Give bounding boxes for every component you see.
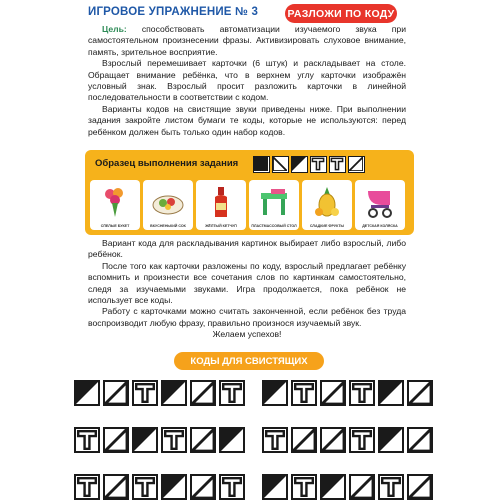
code-strip bbox=[262, 427, 433, 453]
code-cell-triangle-bl bbox=[272, 156, 289, 173]
intro-text bbox=[88, 24, 406, 138]
code-cell-t-shape bbox=[132, 474, 158, 500]
sample-card bbox=[90, 180, 140, 230]
pineapple-icon bbox=[310, 185, 344, 219]
code-cell-t-shape bbox=[329, 156, 346, 173]
goal-text: способствовать автоматизации изучаемого звука при самостоятельном произнесении фразы. Активизировать слуховое внимание, память, зрительное восприятие. bbox=[88, 24, 406, 57]
sample-panel bbox=[85, 150, 414, 235]
code-cell-triangle-br bbox=[407, 474, 433, 500]
sample-card bbox=[302, 180, 352, 230]
intro-paragraph-3: Варианты кодов на свистящие звуки приведены ниже. При выполнении задания закройте листом бумаги те коды, которые не используются: перед ребёнком должен быть только один набор кодов. bbox=[88, 103, 406, 137]
code-cell-triangle-tl bbox=[132, 427, 158, 453]
outro-paragraph-3: Работу с карточками можно считать законченной, если ребёнок без труда воспроизводит любую фразу, правильно произнося изучаемый звук. bbox=[88, 306, 406, 328]
code-cell-triangle-br bbox=[190, 427, 216, 453]
code-cell-triangle-tl bbox=[291, 156, 308, 173]
stroller-icon bbox=[363, 185, 397, 219]
intro-paragraph-2: Взрослый перемешивает карточки (6 штук) и раскладывает на столе. Обращает внимание ребёнка, что в верхнем углу карточки изображён условный знак. Взрослый просит разложить карточки в линейной последовательности в соответствии с кодом. bbox=[88, 58, 406, 103]
code-cell-triangle-tl bbox=[320, 474, 346, 500]
code-cell-triangle-br bbox=[349, 474, 375, 500]
goal-paragraph bbox=[88, 24, 406, 58]
code-cell-triangle-br bbox=[407, 427, 433, 453]
code-cell-triangle-br bbox=[190, 380, 216, 406]
bottle-icon bbox=[204, 185, 238, 219]
code-cell-triangle-tl bbox=[161, 380, 187, 406]
card-caption: ПЛАСТМАССОВЫЙ СТОЛ bbox=[251, 224, 297, 228]
code-strip bbox=[74, 380, 245, 406]
code-strip bbox=[262, 474, 433, 500]
code-cell-t-shape bbox=[349, 427, 375, 453]
code-cell-triangle-tl bbox=[262, 380, 288, 406]
code-cell-t-shape bbox=[161, 427, 187, 453]
outro-paragraph-2: После того как карточки разложены по коду, взрослый предлагает ребёнку вспомнить и произнести все сочетания слов по картинкам самостоятельно, следя за изучаемыми звуками. Игра продолжается, пока ребёнок не использует все коды. bbox=[88, 260, 406, 306]
code-cell-t-shape bbox=[291, 380, 317, 406]
code-cell-t-shape bbox=[74, 474, 100, 500]
code-cell-triangle-tl bbox=[161, 474, 187, 500]
sample-cards bbox=[90, 180, 405, 230]
code-cell-triangle-tl bbox=[219, 427, 245, 453]
card-caption: ДЕТСКАЯ КОЛЯСКА bbox=[362, 224, 398, 228]
code-cell-t-shape bbox=[132, 380, 158, 406]
code-cell-square-black bbox=[253, 156, 270, 173]
code-cell-triangle-br bbox=[103, 380, 129, 406]
code-strip bbox=[74, 474, 245, 500]
code-cell-t-shape bbox=[219, 474, 245, 500]
card-caption: ВКУСНЕНЬКИЙ СОК bbox=[150, 224, 186, 228]
code-cell-triangle-br bbox=[348, 156, 365, 173]
sample-card bbox=[196, 180, 246, 230]
code-cell-t-shape bbox=[310, 156, 327, 173]
sample-title: Образец выполнения задания bbox=[95, 158, 239, 169]
code-cell-t-shape bbox=[262, 427, 288, 453]
bouquet-icon bbox=[98, 185, 132, 219]
code-strip bbox=[262, 380, 433, 406]
code-cell-triangle-tl bbox=[74, 380, 100, 406]
table-icon bbox=[257, 185, 291, 219]
outro-text bbox=[88, 238, 406, 341]
code-cell-triangle-br bbox=[103, 427, 129, 453]
sample-card bbox=[143, 180, 193, 230]
code-cell-triangle-br bbox=[190, 474, 216, 500]
badge-decode: РАЗЛОЖИ ПО КОДУ bbox=[285, 4, 397, 23]
goal-label: Цель: bbox=[102, 24, 127, 34]
code-cell-t-shape bbox=[378, 474, 404, 500]
code-cell-t-shape bbox=[349, 380, 375, 406]
card-caption: ЖЁЛТЫЙ КЕТЧУП bbox=[205, 224, 237, 228]
code-cell-triangle-br bbox=[103, 474, 129, 500]
wish-text: Желаем успехов! bbox=[212, 329, 282, 340]
sample-card bbox=[249, 180, 299, 230]
code-cell-triangle-br bbox=[320, 427, 346, 453]
code-cell-t-shape bbox=[74, 427, 100, 453]
outro-paragraph-1: Вариант кода для раскладывания картинок выбирает либо взрослый, либо ребёнок. bbox=[88, 238, 406, 260]
code-cell-t-shape bbox=[219, 380, 245, 406]
code-cell-triangle-br bbox=[291, 427, 317, 453]
codes-title: КОДЫ ДЛЯ СВИСТЯЩИХ bbox=[174, 352, 324, 370]
code-cell-triangle-br bbox=[320, 380, 346, 406]
sample-card bbox=[355, 180, 405, 230]
code-strip bbox=[74, 427, 245, 453]
sample-code-row bbox=[253, 156, 365, 173]
code-cell-triangle-tl bbox=[378, 427, 404, 453]
card-caption: СПЕЛЫЕ БУКЕТ bbox=[100, 224, 130, 228]
code-cell-triangle-tl bbox=[378, 380, 404, 406]
code-cell-triangle-tl bbox=[262, 474, 288, 500]
code-cell-triangle-br bbox=[407, 380, 433, 406]
code-cell-t-shape bbox=[291, 474, 317, 500]
card-caption: СЛАДКИЕ ФРУКТЫ bbox=[309, 224, 345, 228]
salad-icon bbox=[151, 185, 185, 219]
exercise-title: ИГРОВОЕ УПРАЖНЕНИЕ № 3 bbox=[88, 6, 259, 18]
